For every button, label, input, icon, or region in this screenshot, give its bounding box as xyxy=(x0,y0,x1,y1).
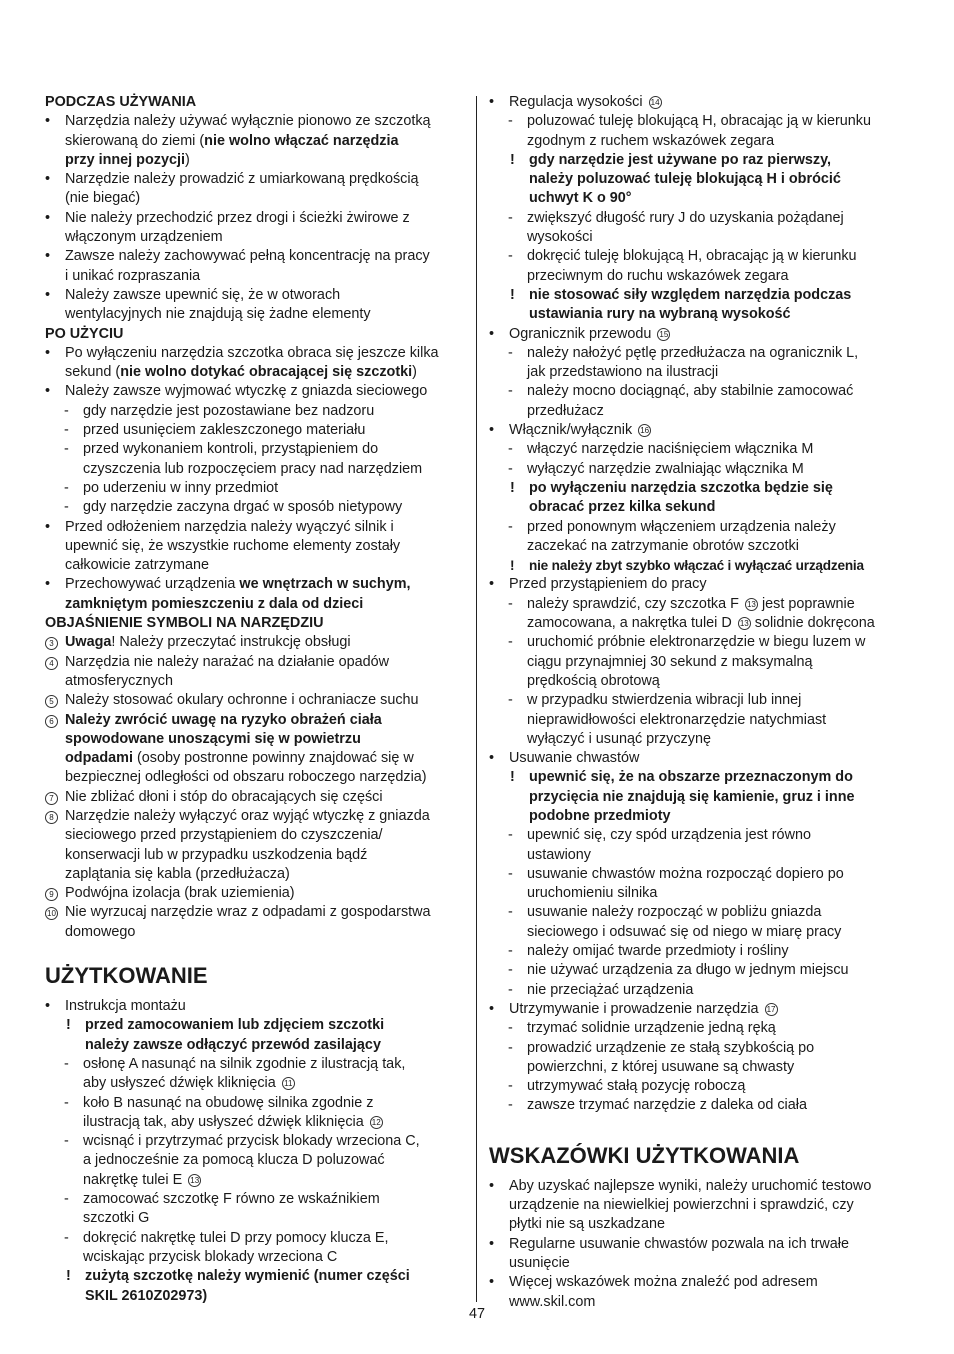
text-line: całkowicie zatrzymane xyxy=(65,557,209,574)
circled-number-icon: 10 xyxy=(45,907,58,920)
sub-item xyxy=(489,1039,914,1078)
text-line: ! upewnić się, że na obszarze przeznaczonym do xyxy=(529,769,853,786)
text-line: upewnić się, że wszystkie ruchome elementy zostały xyxy=(65,537,401,554)
text-line: - włączyć narzędzie naciśnięciem włącznika M xyxy=(527,441,814,458)
sub-item xyxy=(489,112,914,151)
text-line: zgodnym z ruchem wskazówek zegara xyxy=(527,132,775,149)
page-number: 47 xyxy=(468,1306,485,1322)
text-line: ! gdy narzędzie jest używane po raz pierwszy, xyxy=(529,151,832,168)
text-line: włączonym urządzeniem xyxy=(65,229,223,246)
text-line: zaczekać na zatrzymanie obrotów szczotki xyxy=(527,537,799,554)
text-line: należy poluzować tuleję blokującą H i obrócić xyxy=(529,171,841,188)
text-line: i unikać rozpraszania xyxy=(65,267,201,284)
text-span: ) xyxy=(412,364,417,381)
list-item xyxy=(45,575,470,614)
circled-number-icon: 12 xyxy=(370,1116,383,1129)
text-line: Podwójna izolacja (brak uziemienia) xyxy=(65,885,295,902)
text-line: - trzymać solidnie urządzenie jedną ręką xyxy=(527,1020,776,1037)
sub-item xyxy=(45,440,470,479)
text-line: przeciwnym do ruchu wskazówek zegara xyxy=(527,267,789,284)
text-line: szczotki G xyxy=(83,1210,150,1227)
text-line: Nie wyrzucaj narzędzie wraz z odpadami z gospodarstwa xyxy=(65,904,431,921)
sub-item xyxy=(45,1190,470,1229)
text-line: ciągu przynajmniej 30 sekund z maksymalną xyxy=(527,653,813,670)
text-span: nakrętkę tulei E xyxy=(83,1171,183,1188)
list-item xyxy=(45,344,470,383)
text-line: • Należy zawsze wyjmować wtyczkę z gniazda sieciowego xyxy=(65,383,428,400)
text-line: - zawsze trzymać narzędzie z daleka od ciała xyxy=(527,1097,807,1114)
circled-number-icon: 16 xyxy=(638,424,651,437)
text-line: powierzchni, z której usuwane są chwasty xyxy=(527,1058,795,1075)
text-line: - wcisnąć i przytrzymać przycisk blokady wrzeciona C, xyxy=(83,1133,420,1150)
sub-item xyxy=(489,460,914,479)
text-line: • Nie należy przechodzić przez drogi i ścieżki żwirowe z xyxy=(65,209,410,226)
text-line: - osłonę A nasunąć na silnik zgodnie z ilustracją tak, xyxy=(83,1055,406,1072)
sub-item xyxy=(489,981,914,1000)
sub-item xyxy=(489,382,914,421)
text-line: • Przed odłożeniem narzędzia należy wyączyć silnik i xyxy=(65,518,394,535)
text-line: usunięcie xyxy=(509,1254,570,1271)
symbol-item xyxy=(45,711,470,788)
text-line: - prowadzić urządzenie ze stałą szybkością po xyxy=(527,1039,815,1056)
text-line: nieprawidłowości elektronarzędzie natychmiast xyxy=(527,711,827,728)
text-line: atmosferycznych xyxy=(65,672,173,689)
circled-number-icon: 15 xyxy=(657,328,670,341)
text-line: - utrzymywać stałą pozycję roboczą xyxy=(527,1078,746,1095)
text-line: wyłączyć i usunąć przyczynę xyxy=(527,730,711,747)
text-line: - należy mocno dociągnąć, aby stabilnie zamocować xyxy=(527,383,854,400)
text-span: Przechowywać urządzenia xyxy=(65,576,240,593)
symbol-item xyxy=(45,691,470,710)
text-line: • Po wyłączeniu narzędzia szczotka obraca się jeszcze kilka xyxy=(65,344,439,361)
text-line: - koło B nasunąć na obudowę silnika zgodnie z xyxy=(83,1094,374,1111)
text-line: ustawiony xyxy=(527,846,591,863)
bold-span: nie wolno dotykać obracającej się szczotki xyxy=(120,364,413,381)
text-line: - zwiększyć długość rury J do uzyskania pożądanej xyxy=(527,209,844,226)
text-span: Ogranicznik przewodu xyxy=(509,325,652,342)
text-span: sekund ( xyxy=(65,364,121,381)
bold-span: we wnętrzach w suchym, xyxy=(239,576,411,593)
list-item xyxy=(489,575,914,594)
circled-number-icon: 3 xyxy=(45,637,58,650)
text-span: Włącznik/wyłącznik xyxy=(509,422,633,439)
text-line: - poluzować tuleję blokującą H, obracając ją w kierunku xyxy=(527,113,871,130)
text-line: ustawiania rury na wybraną wysokość xyxy=(529,306,791,323)
sub-item xyxy=(45,402,470,421)
text-span: jest poprawnie xyxy=(761,595,855,612)
text-line: • Usuwanie chwastów xyxy=(509,750,640,767)
text-line: • Narzędzie należy prowadzić z umiarkowaną prędkością xyxy=(65,171,419,188)
text-line: Należy zwrócić uwagę na ryzyko obrażeń ciała xyxy=(65,711,382,728)
text-line: • Więcej wskazówek można znaleźć pod adresem xyxy=(509,1274,818,1291)
bold-span: Uwaga xyxy=(65,634,112,651)
list-item xyxy=(45,170,470,209)
text-line: - przed wykonaniem kontroli, przystąpieniem do xyxy=(83,441,379,458)
circled-number-icon: 11 xyxy=(282,1077,295,1090)
circled-number-icon: 13 xyxy=(738,617,751,630)
text-line: uchwyt K o 90° xyxy=(529,190,632,207)
text-line: prędkością obrotową xyxy=(527,672,660,689)
sub-item xyxy=(489,1096,914,1115)
warning-item xyxy=(45,1267,470,1306)
warning-item xyxy=(489,151,914,209)
text-line: (nie biegać) xyxy=(65,190,141,207)
text-span: Regulacja wysokości xyxy=(509,94,643,110)
text-line: wentylacyjnych nie znajdują się żadne elementy xyxy=(65,306,371,323)
circled-number-icon: 5 xyxy=(45,695,58,708)
website-link: www.skil.com xyxy=(509,1293,596,1310)
sub-item xyxy=(45,421,470,440)
text-line: przedłużacz xyxy=(527,402,604,419)
text-line: urządzenie na niewielkiej powierzchni i sprawdzić, czy xyxy=(509,1197,854,1214)
sub-item xyxy=(45,1094,470,1133)
section-title-after-use: PO UŻYCIU xyxy=(45,325,124,342)
text-line: ! nie stosować siły względem narzędzia podczas xyxy=(529,286,852,303)
section-title-during-use: PODCZAS UŻYWANIA xyxy=(45,94,197,110)
warning-item xyxy=(489,556,914,575)
list-item xyxy=(45,247,470,286)
text-line: - upewnić się, czy spód urządzenia jest równo xyxy=(527,827,811,844)
sub-item xyxy=(489,961,914,980)
warning-item xyxy=(489,479,914,518)
text-line: sieciowego i odsuwać się od niego w miarę pracy xyxy=(527,923,842,940)
list-item xyxy=(489,749,914,768)
text-line: Należy stosować okulary ochronne i ochraniacze suchu xyxy=(65,692,419,709)
symbol-item xyxy=(45,884,470,903)
sub-item xyxy=(45,479,470,498)
circled-number-icon: 13 xyxy=(188,1174,201,1187)
column-divider xyxy=(476,96,477,1302)
list-item xyxy=(45,286,470,325)
text-span: zamocowana, a nakrętka tulei D xyxy=(527,615,732,632)
text-line: SKIL 2610Z02973) xyxy=(85,1287,208,1304)
text-line: ! przed zamocowaniem lub zdjęciem szczotki xyxy=(85,1017,385,1034)
text-span: ) xyxy=(184,151,190,168)
text-line: • Instrukcja montażu xyxy=(65,998,186,1015)
text-line: spowodowane unoszącymi się w powietrzu xyxy=(65,730,361,747)
text-line: - nie przeciążać urządzenia xyxy=(527,981,694,998)
text-line: ! nie należy zbyt szybko włączać i wyłączać urządzenia xyxy=(529,558,864,574)
text-line: - należy omijać twarde przedmioty i rośliny xyxy=(527,943,789,960)
text-line: - w przypadku stwierdzenia wibracji lub innej xyxy=(527,692,802,709)
list-item xyxy=(45,518,470,576)
text-span: ilustracją tak, aby usłyszeć dźwięk kliknięcia xyxy=(83,1113,364,1130)
sub-item xyxy=(489,942,914,961)
text-line: Narzędzie należy wyłączyć oraz wyjąć wtyczkę z gniazda xyxy=(65,807,430,824)
warning-item xyxy=(45,1016,470,1055)
text-line: • Zawsze należy zachowywać pełną koncentrację na pracy xyxy=(65,248,430,265)
right-column xyxy=(489,93,914,1312)
left-column xyxy=(45,93,470,1306)
text-line: Nie zbliżać dłoni i stóp do obracających się części xyxy=(65,788,383,805)
text-line: sieciowego przed przystąpieniem do czyszczenia/ xyxy=(65,827,383,844)
text-span: aby usłyszeć dźwięk kliknięcia xyxy=(83,1075,276,1092)
list-item xyxy=(489,93,914,112)
circled-number-icon: 8 xyxy=(45,811,58,824)
sub-item xyxy=(489,209,914,248)
text-span: należy sprawdzić, czy szczotka F xyxy=(527,595,739,612)
text-line: należy zawsze odłączyć przewód zasilający xyxy=(85,1036,381,1053)
list-item xyxy=(45,209,470,248)
sub-item xyxy=(489,440,914,459)
list-item xyxy=(489,421,914,440)
text-line: a jednocześnie za pomocą klucza D poluzować xyxy=(83,1152,385,1169)
bold-span: przy innej pozycji xyxy=(65,151,185,168)
sub-item xyxy=(45,1055,470,1094)
circled-number-icon: 17 xyxy=(765,1003,778,1016)
sub-item xyxy=(45,1132,470,1190)
sub-item xyxy=(489,247,914,286)
text-span: skierowaną do ziemi ( xyxy=(65,132,205,149)
text-span: solidnie dokręcona xyxy=(754,615,875,632)
sub-item xyxy=(489,595,914,634)
text-line: - przed usunięciem zakleszczonego materiału xyxy=(83,422,366,439)
text-line: ! zużytą szczotkę należy wymienić (numer części xyxy=(85,1268,410,1285)
text-line: - po uderzeniu w inny przedmiot xyxy=(83,479,279,496)
text-line: • Regularne usuwanie chwastów pozwala na ich trwałe xyxy=(509,1235,849,1252)
text-line: zaplątania się kabla (przedłużacza) xyxy=(65,865,290,882)
sub-item xyxy=(489,826,914,865)
circled-number-icon: 14 xyxy=(649,96,662,109)
symbol-item xyxy=(45,903,470,942)
text-line: • Aby uzyskać najlepsze wyniki, należy uruchomić testowo xyxy=(509,1177,872,1194)
bold-span: odpadami xyxy=(65,750,133,767)
list-item xyxy=(489,1235,914,1274)
text-span: ! Należy przeczytać instrukcję obsługi xyxy=(111,634,351,651)
list-item xyxy=(489,1177,914,1235)
text-span: Utrzymywanie i prowadzenie narzędzia xyxy=(509,1000,759,1017)
text-line: - gdy narzędzie jest pozostawiane bez nadzoru xyxy=(83,402,375,419)
text-line: zamkniętym pomieszczeniu z dala od dzieci xyxy=(65,595,364,612)
text-line: - dokręcić tuleję blokującą H, obracając ją w kierunku xyxy=(527,248,857,265)
circled-number-icon: 13 xyxy=(745,598,758,611)
text-line: obracać przez kilka sekund xyxy=(529,499,716,516)
heading-usage-tips: WSKAZÓWKI UŻYTKOWANIA xyxy=(489,1142,800,1168)
bold-span: nie wolno włączać narzędzia xyxy=(204,132,399,149)
circled-number-icon: 9 xyxy=(45,888,58,901)
text-line: - wyłączyć narzędzie zwalniając włącznika M xyxy=(527,460,804,477)
sub-item xyxy=(489,903,914,942)
list-item xyxy=(45,997,470,1016)
text-line: przycięcia nie znajdują się kamienie, gruz i inne xyxy=(529,788,855,805)
text-line: • Przed przystąpieniem do pracy xyxy=(509,576,707,593)
list-item xyxy=(489,325,914,344)
text-line: wciskając przycisk blokady wrzeciona C xyxy=(83,1248,338,1265)
text-line: - zamocować szczotkę F równo ze wskaźnikiem xyxy=(83,1191,380,1208)
list-item xyxy=(45,382,470,401)
symbol-item xyxy=(45,653,470,692)
sub-item xyxy=(489,865,914,904)
text-line: konserwacji lub w przypadku uszkodzenia bądź xyxy=(65,846,368,863)
text-line: ! po wyłączeniu narzędzia szczotka będzie się xyxy=(529,479,833,496)
text-line: bezpiecznej odległości od obszaru roboczego narzędzia) xyxy=(65,769,427,786)
text-line: jak przedstawiono na ilustracji xyxy=(527,364,719,381)
text-line: - usuwanie należy rozpocząć w pobliżu gniazda xyxy=(527,904,822,921)
sub-item xyxy=(489,691,914,749)
warning-item xyxy=(489,286,914,325)
text-line: Narzędzia nie należy narażać na działanie opadów xyxy=(65,653,389,670)
section-title-symbols: OBJAŚNIENIE SYMBOLI NA NARZĘDZIU xyxy=(45,615,324,632)
sub-item xyxy=(489,1019,914,1038)
warning-item xyxy=(489,768,914,826)
symbol-item xyxy=(45,807,470,884)
text-line: uruchomieniu silnika xyxy=(527,885,658,902)
sub-item xyxy=(45,498,470,517)
text-line: czyszczenia lub rozpoczęciem pracy nad narzędziem xyxy=(83,460,423,477)
text-line: płytki nie są uszkadzane xyxy=(509,1216,665,1233)
list-item xyxy=(489,1000,914,1019)
text-line: podobne przedmioty xyxy=(529,807,671,824)
symbol-item xyxy=(45,633,470,652)
text-line: - przed ponownym włączeniem urządzenia należy xyxy=(527,518,836,535)
circled-number-icon: 6 xyxy=(45,715,58,728)
circled-number-icon: 4 xyxy=(45,657,58,670)
text-line: - dokręcić nakrętkę tulei D przy pomocy klucza E, xyxy=(83,1229,389,1246)
text-span: (osoby postronne powinny znajdować się w xyxy=(132,750,414,767)
text-line: - gdy narzędzie zaczyna drgać w sposób nietypowy xyxy=(83,499,403,516)
text-line: - usuwanie chwastów można rozpocząć dopiero po xyxy=(527,865,844,882)
sub-item xyxy=(489,518,914,557)
text-line: • Należy zawsze upewnić się, że w otworach xyxy=(65,286,341,303)
text-line: - należy nałożyć pętlę przedłużacza na ogranicznik L, xyxy=(527,344,859,361)
sub-item xyxy=(489,1077,914,1096)
text-line: • Narzędzia należy używać wyłącznie pionowo ze szczotką xyxy=(65,113,431,130)
list-item xyxy=(45,112,470,170)
text-line: domowego xyxy=(65,923,136,940)
sub-item xyxy=(45,1229,470,1268)
text-line: - uruchomić próbnie elektronarzędzie w biegu luzem w xyxy=(527,634,866,651)
circled-number-icon: 7 xyxy=(45,792,58,805)
sub-item xyxy=(489,344,914,383)
symbol-item xyxy=(45,788,470,807)
heading-usage: UŻYTKOWANIE xyxy=(45,963,208,989)
sub-item xyxy=(489,633,914,691)
text-line: wysokości xyxy=(527,229,593,246)
text-line: - nie używać urządzenia za długo w jednym miejscu xyxy=(527,962,849,979)
